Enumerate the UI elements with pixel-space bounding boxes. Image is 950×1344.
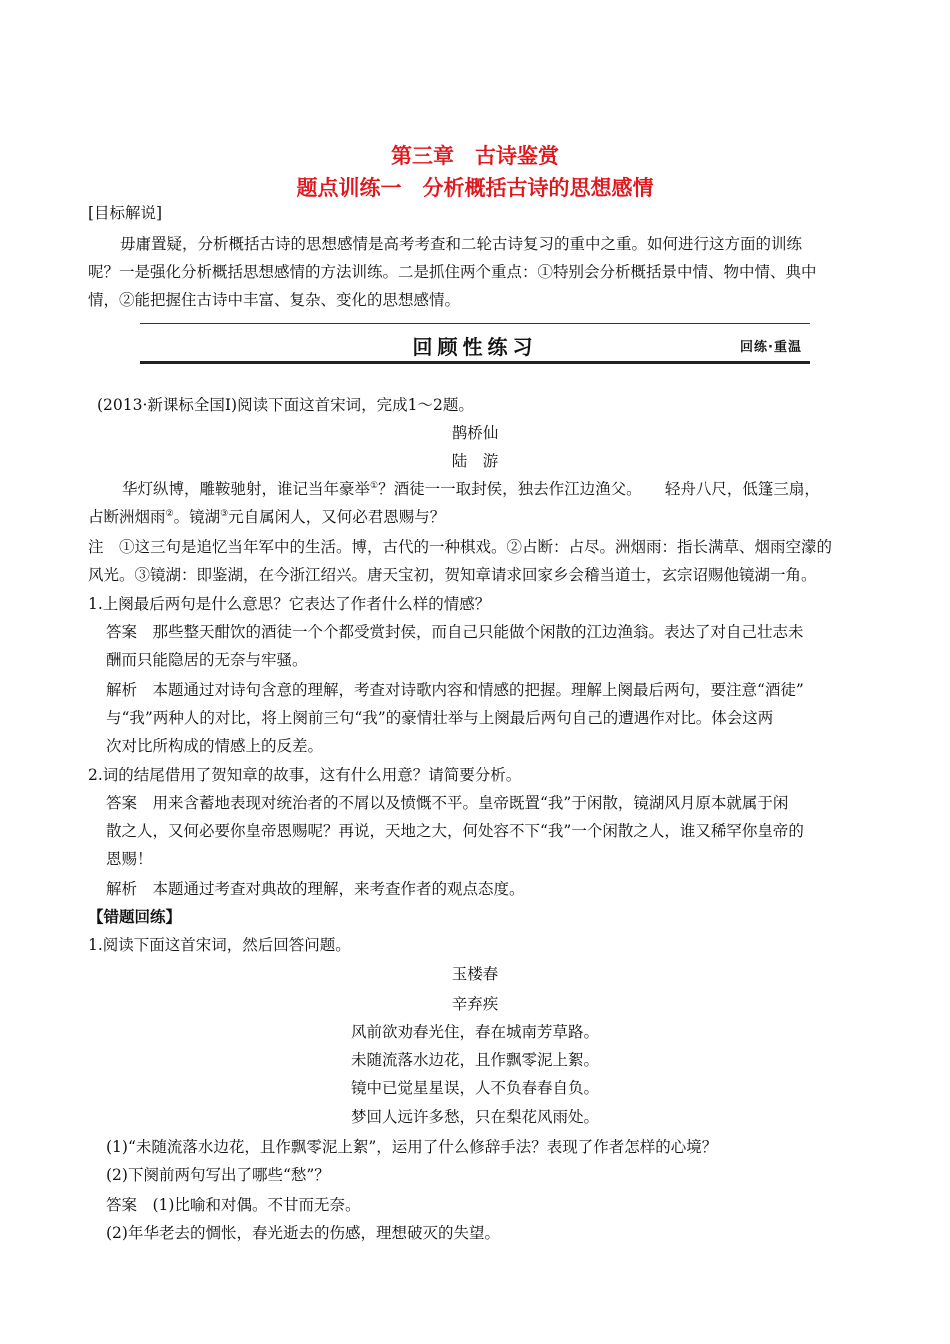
answer-line: 酬而只能隐居的无奈与牢骚。: [106, 651, 308, 669]
review-label: 【错题回练】: [88, 907, 182, 926]
poem-line: 未随流落水边花，且作飘零泥上絮。: [350, 1051, 599, 1069]
poem-title: 玉楼春: [451, 965, 499, 983]
note-marker: ②: [165, 509, 174, 519]
poet-name: 陆 游: [451, 452, 499, 470]
poem-line: [122, 479, 820, 499]
poem-text: 占断洲烟雨: [88, 508, 166, 526]
exercise-intro: (2013·新课标全国Ⅰ)阅读下面这首宋词，完成1～2题。: [97, 396, 474, 414]
poem-line: [88, 507, 445, 527]
notes-line: 风光。③镜湖：即鉴湖，在今浙江绍兴。唐天宝初，贺知章请求回家乡会稽当道士，玄宗诏赐他镜湖一角。: [88, 566, 817, 584]
answer-line: 恩赐！: [106, 850, 153, 868]
question-2: 2.词的结尾借用了贺知章的故事，这有什么用意？请简要分析。: [88, 766, 522, 784]
objective-line: 毋庸置疑，分析概括古诗的思想感情是高考考查和二轮古诗复习的重中之重。如何进行这方面的训练: [120, 235, 803, 253]
banner-bottom-rule: [140, 361, 810, 364]
analysis-line: 与“我”两种人的对比，将上阕前三句“我”的豪情壮举与上阕最后两句自己的遭遇作对比。体会这两: [106, 709, 774, 727]
question-1: 1.上阕最后两句是什么意思？它表达了作者什么样的情感？: [88, 595, 491, 613]
poem-text: 。镜湖: [173, 508, 221, 526]
analysis-line: 解析 本题通过对诗句含意的理解，考查对诗歌内容和情感的把握。理解上阕最后两句，要注意“酒徒”: [106, 681, 804, 699]
banner-top-rule: [140, 323, 810, 324]
sub-question: (1)“未随流落水边花，且作飘零泥上絮”，运用了什么修辞手法？表现了作者怎样的心境？: [106, 1138, 718, 1156]
poem-line: 风前欲劝春光住，春在城南芳草路。: [350, 1023, 599, 1041]
analysis-line: 解析 本题通过考查对典故的理解，来考查作者的观点态度。: [106, 880, 525, 898]
poem-text: 元自属闲人，又何必君恩赐与？: [228, 508, 446, 526]
poem-text: ？酒徒一一取封侯，独去作江边渔父。 轻舟八尺，低篷三扇，: [378, 480, 820, 498]
answer-line: (2)年华老去的惆怅，春光逝去的伤感，理想破灭的失望。: [106, 1224, 500, 1242]
banner-title: 回顾性练习: [412, 335, 538, 359]
objective-line: 呢？一是强化分析概括思想感情的方法训练。二是抓住两个重点：①特别会分析概括景中情、物中情、典中: [88, 263, 817, 281]
poem-line: 梦回人远许多愁，只在梨花风雨处。: [350, 1108, 599, 1126]
poet-name: 辛弃疾: [451, 995, 499, 1013]
analysis-line: 次对比所构成的情感上的反差。: [106, 737, 324, 755]
section-title: 题点训练一 分析概括古诗的思想感情: [296, 176, 654, 200]
poem-text: 华灯纵博，雕鞍驰射，谁记当年豪举: [122, 480, 371, 498]
answer-line: 答案 (1)比喻和对偶。不甘而无奈。: [106, 1196, 361, 1214]
review-question-1: 1.阅读下面这首宋词，然后回答问题。: [88, 936, 351, 954]
objective-line: 情，②能把握住古诗中丰富、复杂、变化的思想感情。: [88, 291, 461, 309]
sub-question: (2)下阕前两句写出了哪些“愁”？: [106, 1166, 330, 1184]
note-marker: ③: [220, 509, 229, 519]
chapter-title: 第三章 古诗鉴赏: [391, 144, 559, 168]
review-practice-banner: [140, 323, 810, 365]
poem-title: 鹊桥仙: [451, 424, 499, 442]
answer-line: 答案 用来含蓄地表现对统治者的不屑以及愤慨不平。皇帝既置“我”于闲散，镜湖风月原本就属于闲: [106, 794, 789, 812]
answer-line: 答案 那些整天酣饮的酒徒一个个都受赏封侯，而自己只能做个闲散的江边渔翁。表达了对自己壮志未: [106, 623, 804, 641]
note-marker: ①: [370, 481, 379, 491]
objective-label: [目标解说]: [88, 204, 163, 222]
poem-line: 镜中已觉星星误，人不负春春自负。: [350, 1079, 599, 1097]
banner-subtitle: 回练·重温: [740, 340, 802, 355]
notes-line: 注 ①这三句是追忆当年军中的生活。博，古代的一种棋戏。②占断：占尽。洲烟雨：指长满草、烟雨空濛的: [88, 538, 833, 556]
answer-line: 散之人，又何必要你皇帝恩赐呢？再说，天地之大，何处容不下“我”一个闲散之人，谁又稀罕你皇帝的: [106, 822, 804, 840]
